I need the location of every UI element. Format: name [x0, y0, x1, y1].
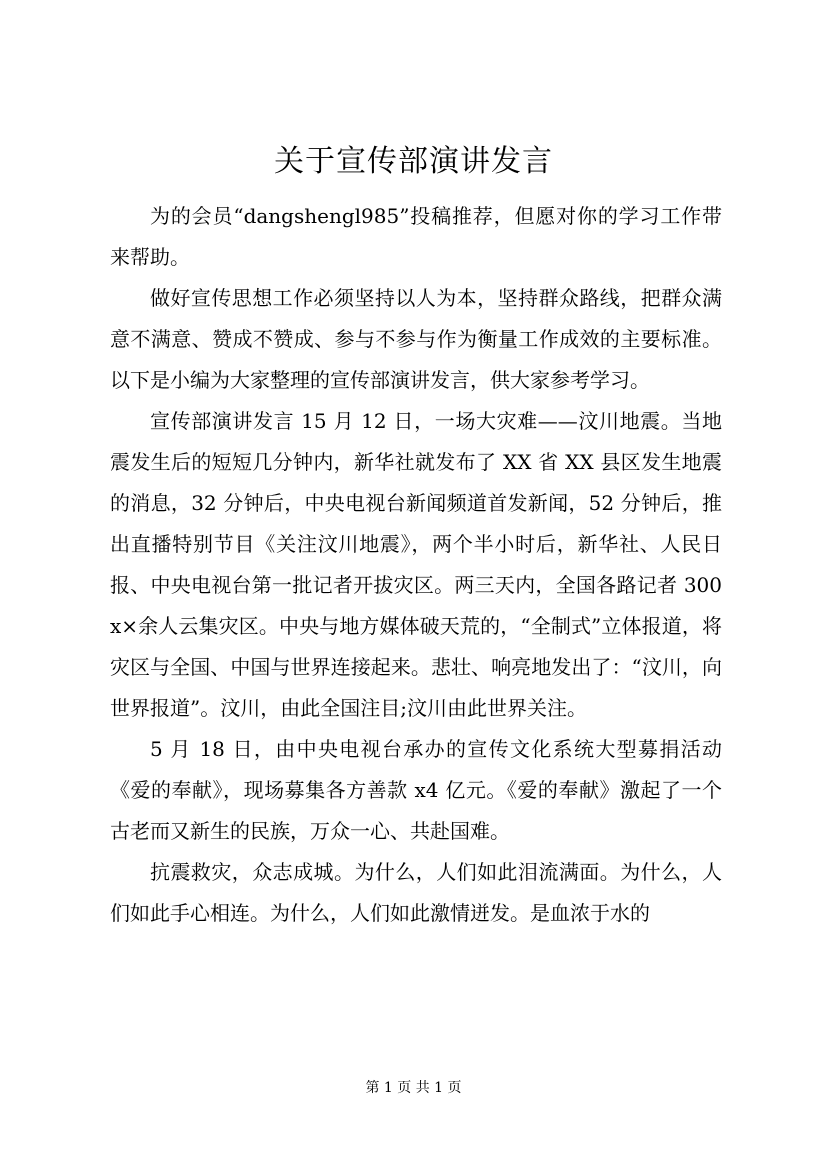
paragraph-fundraising: 5 月 18 日，由中央电视台承办的宣传文化系统大型募捐活动《爱的奉献》，现场募集各方善款 x4 亿元。《爱的奉献》激起了一个古老而又新生的民族，万众一心、共赴国难。 — [110, 737, 722, 843]
paragraph-relief: 抗震救灾，众志成城。为什么，人们如此泪流满面。为什么，人们如此手心相连。为什么，人们如此激情迸发。是血浓于水的 — [110, 860, 722, 925]
paragraph-intro: 为的会员“dangshengl985”投稿推荐，但愿对你的学习工作带来帮助。 — [110, 204, 722, 269]
paragraph-summary: 做好宣传思想工作必须坚持以人为本，坚持群众路线，把群众满意不满意、赞成不赞成、参与不参与作为衡量工作成效的主要标准。以下是小编为大家整理的宣传部演讲发言，供大家参考学习。 — [110, 286, 722, 392]
page-number-footer: 第 1 页 共 1 页 — [365, 1080, 462, 1096]
document-body — [110, 196, 722, 934]
document-title: 关于宣传部演讲发言 — [274, 144, 553, 179]
paragraph-earthquake-report: 宣传部演讲发言 15 月 12 日，一场大灾难——汶川地震。当地震发生后的短短几分钟内，新华社就发布了 XX 省 XX 县区发生地震的消息，32 分钟后，中央电视台新闻频道首发新闻，52 分钟后，推出直播特别节目《关注汶川地震》，两个半小时后，新华社、人民日报、中央电视台第一批记者开拔灾区。两三天内，全国各路记者 300x×余人云集灾区。中央与地方媒体破天荒的，“全制式”立体报道，将灾区与全国、中国与世界连接起来。悲壮、响亮地发出了：“汶川，向世界报道”。汶川，由此全国注目;汶川由此世界关注。 — [110, 409, 722, 720]
